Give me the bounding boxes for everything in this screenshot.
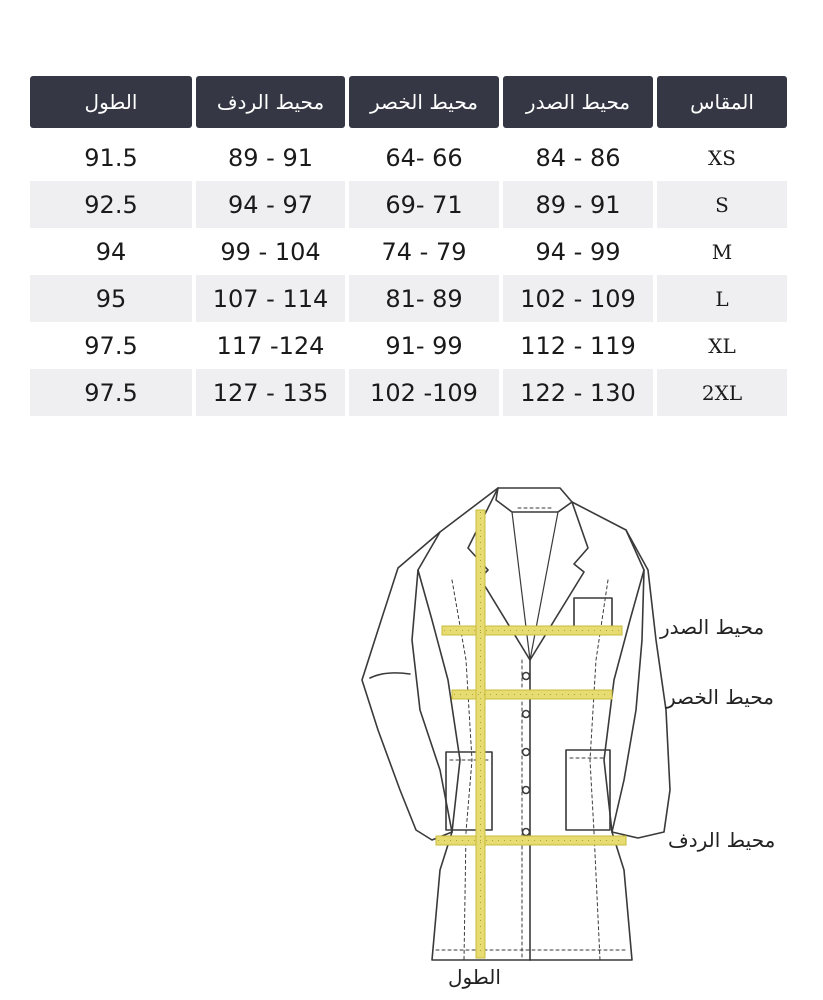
header-hip: محيط الردف: [196, 76, 345, 128]
cell-length: 94: [95, 237, 127, 266]
cell-hip: 127 - 135: [196, 369, 345, 416]
cell-size: L: [657, 275, 787, 322]
cell-length: 97.5: [84, 331, 138, 360]
table-row: [30, 134, 787, 181]
cell-size: 2XL: [657, 369, 787, 416]
cell-length: 97.5: [30, 369, 192, 416]
cell-chest: 102 - 109: [503, 275, 653, 322]
cell-waist: 64- 66: [385, 143, 463, 172]
cell-hip: 89 - 91: [228, 143, 313, 172]
table-row: [30, 275, 787, 322]
table-row: [30, 181, 787, 228]
waist-measure-label: محيط الخصر: [666, 685, 774, 709]
cell-length: 95: [30, 275, 192, 322]
measurement-diagram: [0, 460, 823, 1000]
cell-size: XS: [708, 145, 736, 170]
table-row: [30, 369, 787, 416]
cell-length: 91.5: [84, 143, 138, 172]
cell-hip: 117 -124: [216, 331, 325, 360]
header-length: الطول: [30, 76, 192, 128]
cell-hip: 99 - 104: [220, 237, 321, 266]
cell-waist: 74 - 79: [381, 237, 467, 266]
cell-chest: 84 - 86: [535, 143, 621, 172]
cell-hip: 107 - 114: [196, 275, 345, 322]
header-waist: محيط الخصر: [349, 76, 499, 128]
cell-size: S: [657, 181, 787, 228]
cell-chest: 89 - 91: [503, 181, 653, 228]
cell-waist: 69- 71: [349, 181, 499, 228]
size-chart-table: [30, 76, 787, 416]
table-row: [30, 322, 787, 369]
table-row: [30, 228, 787, 275]
cell-hip: 94 - 97: [196, 181, 345, 228]
cell-waist: 81- 89: [349, 275, 499, 322]
hip-measure-label: محيط الردف: [668, 828, 776, 852]
cell-size: XL: [708, 333, 736, 358]
cell-length: 92.5: [30, 181, 192, 228]
cell-size: M: [711, 239, 733, 264]
cell-waist: 102 -109: [349, 369, 499, 416]
header-chest: محيط الصدر: [503, 76, 653, 128]
table-header-row: [30, 76, 787, 128]
chest-measure-label: محيط الصدر: [660, 615, 765, 639]
cell-waist: 91- 99: [385, 331, 463, 360]
cell-chest: 94 - 99: [535, 237, 621, 266]
length-measure-label: الطول: [448, 965, 501, 989]
cell-chest: 112 - 119: [520, 331, 636, 360]
lab-coat-illustration-icon: [0, 460, 823, 1000]
cell-chest: 122 - 130: [503, 369, 653, 416]
header-size: المقاس: [657, 76, 787, 128]
